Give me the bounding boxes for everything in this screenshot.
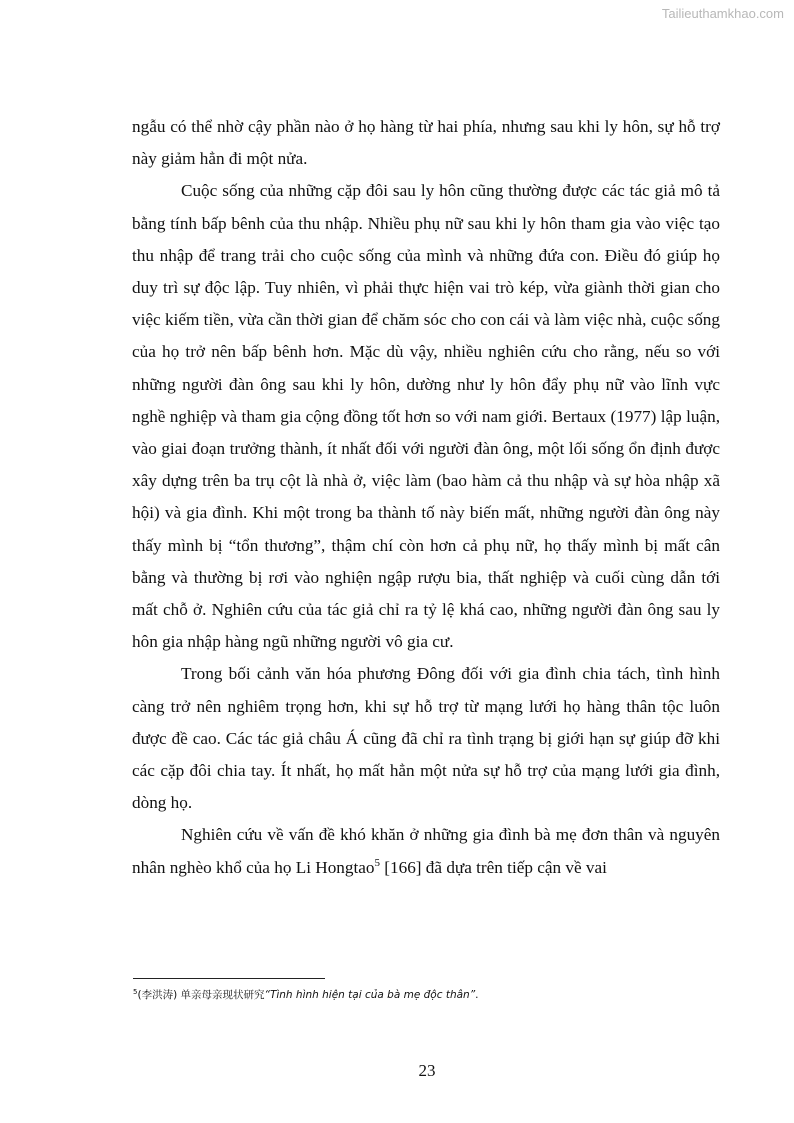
paragraph-3: Trong bối cảnh văn hóa phương Đông đối với gia đình chia tách, tình hình càng trở nên nghiêm trọng hơn, khi sự hỗ trợ từ mạng lưới họ hàng thân tộc luôn được đề cao. Các tác giả châu Á cũng đã chỉ ra tình trạng bị giới hạn sự giúp đỡ khi các cặp đôi chia tay. Ít nhất, họ mất hẳn một nửa sự hỗ trợ của mạng lưới gia đình, dòng họ. (132, 664, 720, 813)
footnote-divider (133, 978, 325, 979)
footnote-end: . (475, 989, 479, 1001)
paragraph-4 (132, 819, 720, 883)
footnote-chinese-title: (李洪涛) 单亲母亲现状研究 (137, 989, 265, 1001)
paragraph-4-tail: [166] đã dựa trên tiếp cận về vai (379, 857, 607, 877)
paragraph-4-text: Nghiên cứu về vấn đề khó khăn ở những gia đình bà mẹ đơn thân và nguyên nhân nghèo khổ của họ Li Hongtao (132, 825, 720, 877)
footnote-mark: 5 (133, 988, 138, 996)
footnote (133, 987, 721, 1003)
page-number: 23 (418, 1061, 436, 1080)
watermark: Tailieuthamkhao.com (661, 6, 784, 21)
body-text (132, 111, 720, 884)
footnote-translation: “Tình hình hiện tại của bà mẹ độc thân” (264, 989, 476, 1001)
paragraph-2: Cuộc sống của những cặp đôi sau ly hôn cũng thường được các tác giả mô tả bằng tính bấp bênh của thu nhập. Nhiều phụ nữ sau khi ly hôn tham gia vào việc tạo thu nhập để trang trải cho cuộc sống của mình và những đứa con. Điều đó giúp họ duy trì sự độc lập. Tuy nhiên, vì phải thực hiện vai trò kép, vừa giành thời gian cho việc kiếm tiền, vừa cần thời gian để chăm sóc cho con cái và làm việc nhà, cuộc sống của họ trở nên bấp bênh hơn. Mặc dù vậy, nhiều nghiên cứu cho rằng, nếu so với những người đàn ông sau khi ly hôn, dường như ly hôn đẩy phụ nữ vào lĩnh vực nghề nghiệp và tham gia cộng đồng tốt hơn so với nam giới. Bertaux (1977) lập luận, vào giai đoạn trưởng thành, ít nhất đối với người đàn ông, một lối sống ổn định được xây dựng trên ba trụ cột là nhà ở, việc làm (bao hàm cả thu nhập và sự hòa nhập xã hội) và gia đình. Khi một trong ba thành tố này biến mất, những người đàn ông này thấy mình bị “tổn thương”, thậm chí còn hơn cả phụ nữ, họ thấy mình bị mất cân bằng và thường bị rơi vào nghiện ngập rượu bia, thất nghiệp và cuối cùng dẫn tới mất chỗ ở. Nghiên cứu của tác giả chỉ ra tỷ lệ khá cao, những người đàn ông sau ly hôn gia nhập hàng ngũ những người vô gia cư. (132, 181, 720, 652)
paragraph-1: ngẫu có thể nhờ cậy phần nào ở họ hàng từ hai phía, nhưng sau khi ly hôn, sự hỗ trợ này giảm hẳn đi một nửa. (132, 117, 720, 169)
footnote-reference[interactable]: 5 (374, 856, 380, 869)
